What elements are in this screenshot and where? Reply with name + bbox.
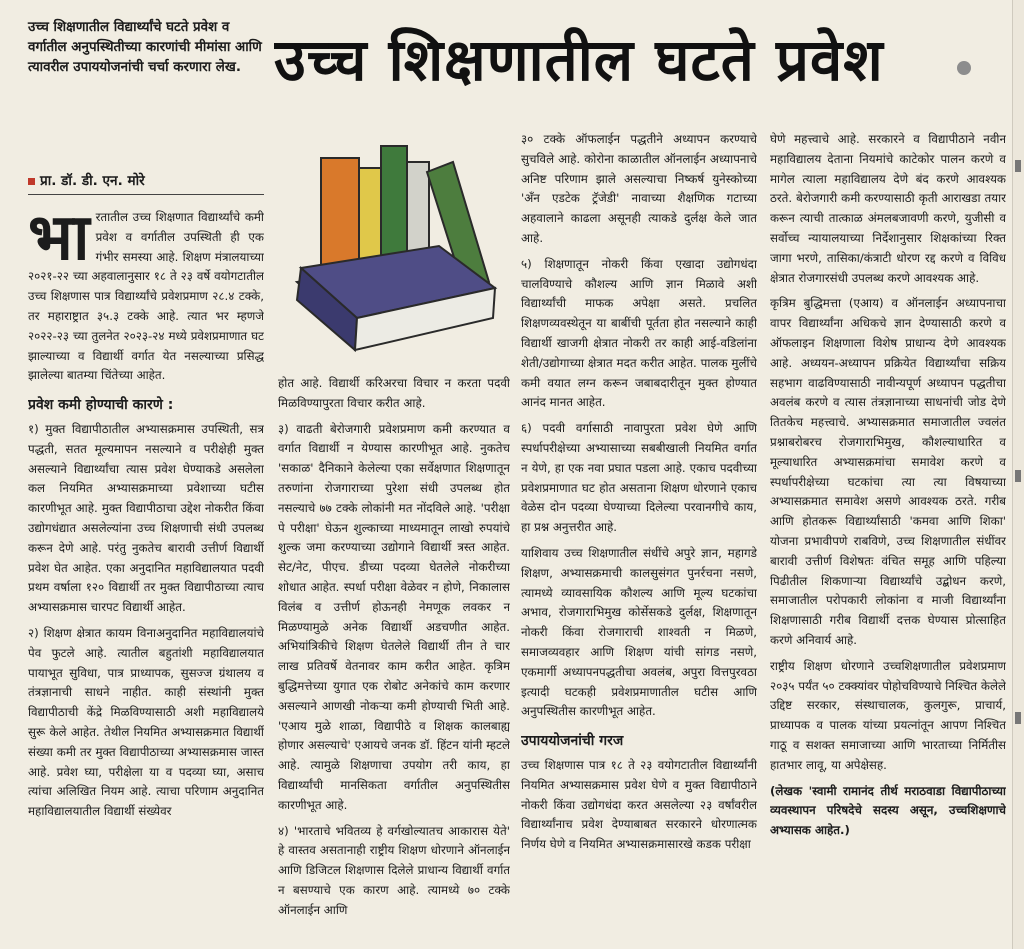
paragraph-opening (28, 208, 264, 386)
paragraph: राष्ट्रीय शिक्षण धोरणाने उच्चशिक्षणातील प्रवेशप्रमाण २०३५ पर्यंत ५० टक्क्यांवर पोहोचविण्याचे निश्चित केलेले उद्दिष्ट सरकार, संस्थाचालक, कुलगुरू, प्राचार्य, प्राध्यापक व पालक यांच्या प्रयत्नांतून आपण निश्चित गाठू व सशक्त समाजाच्या आणि भारताच्या निर्मितीस हातभार लावू, या अपेक्षेसह. (770, 658, 1006, 772)
drop-cap: भा (28, 208, 90, 275)
edge-mark (1015, 712, 1021, 724)
paragraph: घेणे महत्त्वाचे आहे. सरकारने व विद्यापीठाने नवीन महाविद्यालय देताना नियमांचे काटेकोर पालन करणे व मागेल त्याला महाविद्यालय देणे बंद करणे आवश्यक ठरते. बेरोजगारी कमी करण्यासाठी कृती आराखडा तयार करून त्याची तात्काळ अंमलबजावणी करणे, युजीसी व सर्वोच्च न्यायालयाच्या निर्देशानुसार शिक्षकांच्या रिक्त जागा भरणे, तासिका/कंत्राटी धोरण रद्द करणे व विविध क्षेत्रात रोजगारसंधी उपलब्ध करणे आवश्यक आहे. (770, 132, 1006, 285)
column-2 (278, 374, 510, 949)
paragraph: ४) 'भारताचे भवितव्य हे वर्गखोल्यातच आकारास येते' हे वास्तव असतानाही राष्ट्रीय शिक्षण धोरणाने ऑनलाईन आणि डिजिटल शिक्षणास दिलेले प्राधान्य विद्यार्थी वर्गात न बसण्याचे एक कारण आहे. त्यामध्ये ७० टक्के ऑनलाईन आणि (278, 823, 510, 917)
paragraph: १) मुक्त विद्यापीठातील अभ्यासक्रमास उपस्थिती, सत्र पद्धती, सतत मूल्यमापन नसल्याने व परीक्षेही मुक्त असल्याने विद्यार्थ्यांचा त्यास प्रवेश घेण्याकडे असलेला कल नियमित अभ्यासक्रमाच्या प्रवेशाच्या घटीस कारणीभूत आहे. मुक्त विद्यापीठाचा उद्देश नोकरीत किंवा उद्योगधंद्यात असलेल्यांना उच्च शिक्षणाची संधी उपलब्ध करून देणे आहे. परंतु नुकतेच बारावी उत्तीर्ण विद्यार्थी प्रवेश घेत आहेत. एका अनुदानित महाविद्यालयात पदवी प्रथम वर्षाला १२० विद्यार्थी तर मुक्त विद्यापीठाच्या त्याच अभ्यासक्रमास चारपट विद्यार्थी आहेत. (28, 421, 264, 615)
author-byline (28, 170, 264, 189)
bullet-square-icon (28, 178, 35, 185)
paragraph: ३) वाढती बेरोजगारी प्रवेशप्रमाण कमी करण्यात व वर्गात विद्यार्थी न येण्यास कारणीभूत आहे. नुकतेच 'सकाळ' दैनिकाने केलेल्या एका सर्वेक्षणात शिक्षणातून तरुणांना रोजगाराच्या पुरेशा संधी उपलब्ध होत नसल्याचे ७७ टक्के लोकांनी मत नोंदविले आहे. 'परीक्षा पे परीक्षा' घेऊन शुल्काच्या माध्यमातून लाखो रुपयांचे शुल्क जमा करण्याच्या उद्योगाने विद्यार्थी त्रस्त आहेत. सेट/नेट, पीएच. डीच्या पदव्या घेतलेले नोकरीच्या शोधात आहेत. स्पर्धा परीक्षा वेळेवर न होणे, निकालास विलंब व उत्तीर्ण होऊनही नेमणूक लवकर न मिळण्यामुळे अनेक विद्यार्थी अडचणीत आहेत. अभियांत्रिकीचे शिक्षण घेतलेले विद्यार्थी तीन ते चार लाख प्रतिवर्षे वेतनावर काम करीत आहेत. कृत्रिम बुद्धिमत्तेच्या युगात एक रोबोट अनेकांचे काम करणार असल्याने आणखी नोकऱ्या कमी होण्याची भिती आहे. 'एआय मुळे शाळा, विद्यापीठे व शिक्षक कालबाह्य होणार असल्याचे' एआयचे जनक डॉ. हिंटन यांनी म्हटले आहे. त्यामुळे शिक्षणाचा उपयोग तरी काय, हा विद्यार्थ्यांची मानसिकता वर्गातील अनुपस्थितीस कारणीभूत आहे. (278, 421, 510, 812)
paragraph: २) शिक्षण क्षेत्रात कायम विनाअनुदानित महाविद्यालयांचे पेव फुटले आहे. त्यातील बहुतांशी महाविद्यालयात पायाभूत सुविधा, पात्र प्राध्यापक, सुसज्ज ग्रंथालय व तंत्रज्ञानाची साधने नाहीत. काही संस्थांनी मुक्त विद्यापीठाची केंद्रे मिळविण्यासाठी अशी महाविद्यालये सुरू केले आहेत. तेथील नियमित अभ्यासक्रमात विद्यार्थी संख्या कमी तर मुक्त विद्यापीठाच्या अभ्यासक्रमास जास्त आहे. प्रवेश घ्या, परीक्षेला या व पदव्या घ्या, असाच त्यांचा अलिखित नियम आहे. त्याचा परिणाम अनुदानित महाविद्यालयातील विद्यार्थी संख्येवर (28, 625, 264, 819)
book-orange (321, 158, 359, 270)
edge-mark (1015, 470, 1021, 482)
subheading-solutions: उपाययोजनांची गरज (521, 733, 624, 750)
headline-dot-icon (957, 61, 971, 75)
paragraph: उच्च शिक्षणास पात्र १८ ते २३ वयोगटातील विद्यार्थ्यांनी नियमित अभ्यासक्रमास प्रवेश घेणे व मुक्त विद्यापीठाने नोकरी किंवा उद्योगधंदा करत असलेल्या २३ वर्षांवरील विद्यार्थ्यांनाच प्रवेश देण्याबाबत सरकारने धोरणात्मक निर्णय घेणे व नियमित अभ्यासक्रमासारखे कडक परीक्षा (521, 757, 757, 852)
paragraph: ३० टक्के ऑफलाईन पद्धतीने अध्यापन करण्याचे सुचविले आहे. कोरोना काळातील ऑनलाईन अध्यापनाचे अनिष्ट परिणाम झाले असल्याचा निष्कर्ष युनेस्कोच्या 'अँन एडटेक ट्रॅजेडी' नावाच्या शैक्षणिक गटाच्या अहवालाने काढला असूनही त्याकडे दुर्लक्ष केले जात आहे. (521, 132, 757, 245)
author-note: (लेखक 'स्वामी रामानंद तीर्थ मराठवाडा विद्यापीठाच्या व्यवस्थापन परिषदेचे सदस्य असून, उच्चशिक्षणाचे अभ्यासक आहेत.) (770, 783, 1006, 838)
paragraph: ६) पदवी वर्गासाठी नावापुरता प्रवेश घेणे आणि स्पर्धापरीक्षेच्या अभ्यासाच्या सबबीखाली नियमित वर्गात न येणे, हा एक नवा प्रघात पडला आहे. एकाच पदवीच्या प्रवेशप्रमाणात घट होत असताना शिक्षण धोरणाने एकाच वेळेस दोन पदव्या घेण्याच्या दिलेल्या परवानगीचे काय, हा प्रश्न अनुत्तरीत आहे. (521, 421, 757, 535)
article-headline: उच्च शिक्षणातील घटते प्रवेश (274, 26, 884, 94)
paragraph: याशिवाय उच्च शिक्षणातील संधींचे अपुरे ज्ञान, महागडे शिक्षण, अभ्यासक्रमाची कालसुसंगत पुनर्रचना नसणे, त्यामध्ये व्यावसायिक कौशल्य आणि मूल्य घटकांचा अभाव, रोजगाराभिमुख कोर्सेसकडे दुर्लक्ष, शिक्षणातून नोकरी किंवा रोजगाराची शाश्वती न मिळणे, समाजव्यवहार आणि शिक्षण यांची सांगड नसणे, एकमार्गी अध्यापनपद्धतीचा अवलंब, अपुरा वित्तपुरवठा इत्यादी घटकही प्रवेशप्रमाणातील घटीस आणि अनुपस्थितीस कारणीभूत आहेत. (521, 545, 757, 719)
edge-mark (1015, 160, 1021, 172)
opening-text: रतातील उच्च शिक्षणात विद्यार्थ्यांचे कमी प्रवेश व वर्गातील उपस्थिती ही एक गंभीर समस्या आहे. शिक्षण मंत्रालयाच्या २०२१-२२ च्या अहवालानुसार १८ ते २३ वर्षे वयोगटातील उच्च शिक्षणास पात्र विद्यार्थ्यांचे प्रवेशप्रमाण २८.४ टक्के, तर महाराष्ट्रात ३५.३ टक्के आहे. त्यात भर म्हणजे २०२२-२३ च्या तुलनेत २०२३-२४ मध्ये प्रवेशप्रमाणात घट झाल्याच्या व विद्यार्थी वर्गात येत नसल्याच्या प्रसिद्ध झालेल्या बातम्या चिंतेच्या आहेत. (28, 210, 264, 383)
paragraph: कृत्रिम बुद्धिमत्ता (एआय) व ऑनलाईन अध्यापनाचा वापर विद्यार्थ्यांना अधिकचे ज्ञान देण्यासाठी करणे व ऑफलाइन शिक्षणाला विशेष प्राधान्य देणे आवश्यक आहे. अध्ययन-अध्यापन प्रक्रियेत विद्यार्थ्यांचा सक्रिय सहभाग वाढविण्यासाठी नावीन्यपूर्ण अध्यापन पद्धतीचा अवलंब करणे व त्यास तंत्रज्ञानाच्या साधनांची जोड देणे तितकेच महत्त्वाचे. अभ्यासक्रमात समाजातील ज्वलंत प्रश्नाबरोबरच रोजगाराभिमुख, कौशल्याधारित व मूल्याधारित अभ्यासक्रमांचा समावेश करणे व स्पर्धापरीक्षेच्या घटकांचा त्या त्या विषयाच्या अभ्यासक्रमात समावेश असणे आवश्यक ठरते. गरीब आणि होतकरू विद्यार्थ्यांसाठी 'कमवा आणि शिका' योजना प्रभावीपणे राबविणे, उच्च शिक्षणातील संधींवर बारावी उत्तीर्ण विशेषतः वंचित समूह आणि पहिल्या पिढीतील शिकणाऱ्या विद्यार्थ्यांचे उद्बोधन करणे, समाजातील परोपकारी लोकांना व माजी विद्यार्थ्यांना शिक्षणासाठी गरीब विद्यार्थी दत्तक घेण्यास प्रोत्साहित करणे अनिवार्य आहे. (770, 296, 1006, 647)
column-4 (770, 130, 1006, 949)
books-icon (287, 142, 509, 367)
author-name: प्रा. डॉ. डी. एन. मोरे (40, 173, 145, 189)
article-intro: उच्च शिक्षणातील विद्यार्थ्यांचे घटते प्रवेश व वर्गातील अनुपस्थितीच्या कारणांची मीमांसा आणि त्यावरील उपाययोजनांची चर्चा करणारा लेख. (28, 20, 262, 75)
column-1 (28, 208, 264, 948)
subheading-reasons: प्रवेश कमी होण्याची कारणे : (28, 397, 174, 414)
column-3 (521, 130, 757, 949)
paragraph: ५) शिक्षणातून नोकरी किंवा एखादा उद्योगधंदा चालविण्याचे कौशल्य आणि ज्ञान मिळावे अशी विद्यार्थ्यांची माफक अपेक्षा असते. प्रचलित शिक्षणव्यवस्थेतून या बाबींची पूर्तता होत नसल्याने काही विद्यार्थी खाजगी क्षेत्रात नोकरी तर काही आई-वडिलांना शेती/उद्योगाच्या क्षेत्रात मदत करीत आहेत. पालक मुलींचे कमी वयात लग्न करून जबाबदारीतून मुक्त होण्यात आनंद मानत आहेत. (521, 256, 757, 410)
paragraph: होत आहे. विद्यार्थी करिअरचा विचार न करता पदवी मिळविण्यापुरता विचार करीत आहे. (278, 376, 510, 410)
intro-divider (28, 194, 264, 195)
